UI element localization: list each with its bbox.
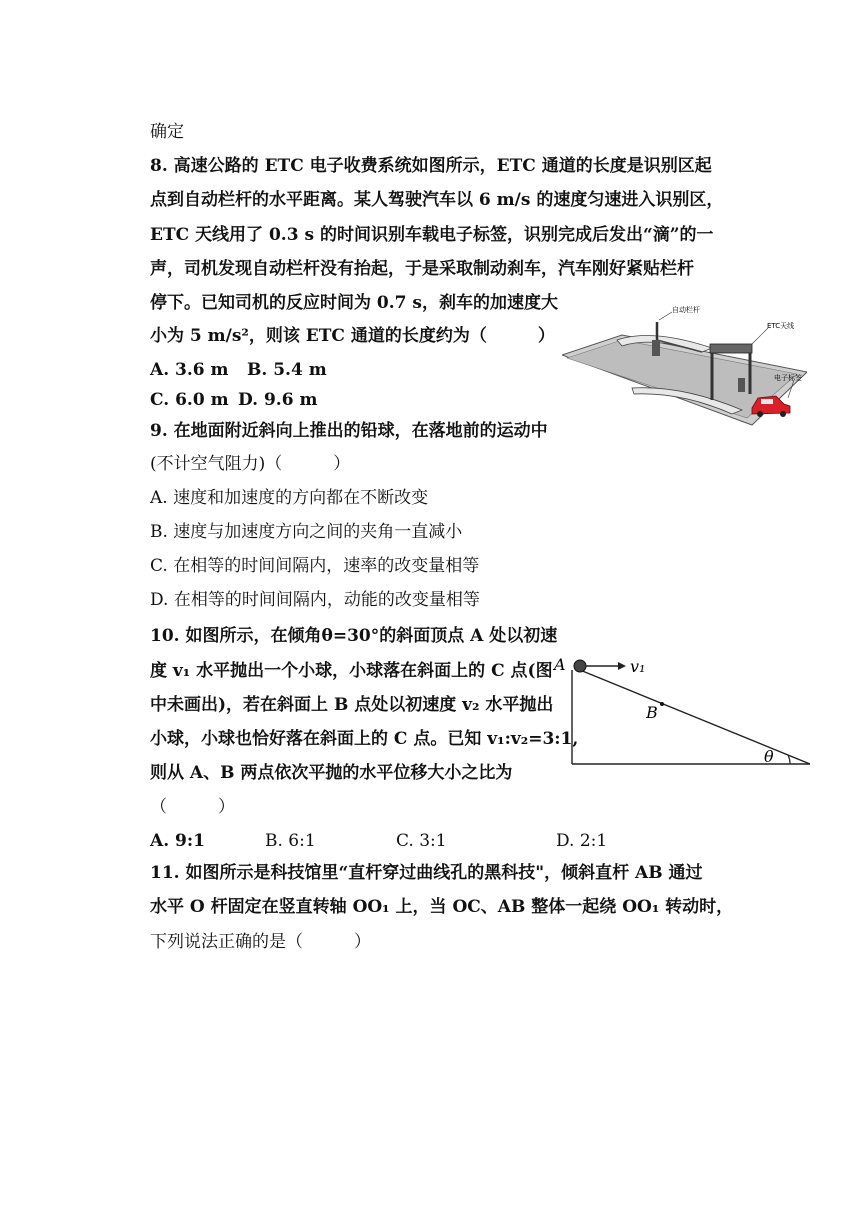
q8-option-d: D. 9.6 m (238, 390, 318, 410)
q9-line-1: 9. 在地面附近斜向上推出的铅球，在落地前的运动中 (150, 421, 548, 441)
etc-label-tag: 电子标签 (774, 374, 802, 382)
q10-line-1: 10. 如图所示，在倾角θ=30°的斜面顶点 A 处以初速 (150, 626, 558, 646)
q8-line-3: ETC 天线用了 0.3 s 的时间识别车载电子标签，识别完成后发出“滴”的一 (150, 225, 714, 245)
q11-line-2: 水平 O 杆固定在竖直转轴 OO₁ 上，当 OC、AB 整体一起绕 OO₁ 转动时， (150, 897, 734, 917)
q9-option-b: B. 速度与加速度方向之间的夹角一直减小 (150, 522, 463, 542)
incline-slope (580, 670, 810, 764)
q10-line-2: 度 v₁ 水平抛出一个小球，小球落在斜面上的 C 点(图 (150, 661, 553, 681)
ball (574, 660, 586, 672)
q11-line-3: 下列说法正确的是（ ） (150, 932, 371, 952)
q8-option-c: C. 6.0 m (150, 390, 229, 410)
q8-line-2: 点到自动栏杆的水平距离。某人驾驶汽车以 6 m/s 的速度匀速进入识别区， (150, 190, 724, 210)
point-b-dot (660, 702, 664, 706)
q9-line-2: (不计空气阻力)（ ） (150, 454, 351, 474)
q10-line-6: （ ） (150, 797, 235, 817)
q9-option-a: A. 速度和加速度的方向都在不断改变 (150, 488, 429, 508)
etc-label-antenna: ETC天线 (767, 322, 795, 330)
q10-option-a: A. 9:1 (150, 831, 205, 851)
q8-option-a: A. 3.6 m (150, 360, 229, 380)
q8-option-b: B. 5.4 m (247, 360, 327, 380)
q10-line-4: 小球，小球也恰好落在斜面上的 C 点。已知 v₁:v₂=3:1, (150, 729, 579, 749)
q10-option-d: D. 2:1 (556, 831, 608, 851)
label-v1: v₁ (630, 657, 646, 676)
label-a: A (554, 655, 566, 674)
red-car-icon (752, 396, 790, 417)
q10-line-3: 中未画出)，若在斜面上 B 点处以初速度 v₂ 水平抛出 (150, 695, 554, 715)
q8-line-1: 8. 高速公路的 ETC 电子收费系统如图所示，ETC 通道的长度是识别区起 (150, 156, 712, 176)
q8-line-6: 小为 5 m/s²，则该 ETC 通道的长度约为（ ） (150, 326, 555, 346)
q8-line-5: 停下。已知司机的反应时间为 0.7 s，刹车的加速度大 (150, 293, 558, 313)
q10-option-b: B. 6:1 (265, 831, 316, 851)
q11-line-1: 11. 如图所示是科技馆里“直杆穿过曲线孔的黑科技"，倾斜直杆 AB 通过 (150, 863, 703, 883)
q7-tail: 确定 (150, 122, 184, 142)
incline-figure (552, 652, 814, 770)
q8-line-4: 声，司机发现自动栏杆没有抬起，于是采取制动刹车，汽车刚好紧贴栏杆 (150, 259, 694, 279)
label-theta: θ (764, 747, 774, 766)
etc-label-barrier: 自动栏杆 (672, 306, 700, 314)
q9-option-d: D. 在相等的时间间隔内，动能的改变量相等 (150, 590, 480, 610)
etc-toll-figure (562, 300, 807, 430)
q9-option-c: C. 在相等的时间间隔内，速率的改变量相等 (150, 556, 480, 576)
q10-option-c: C. 3:1 (396, 831, 447, 851)
label-b: B (646, 703, 658, 722)
q10-line-5: 则从 A、B 两点依次平抛的水平位移大小之比为 (150, 763, 513, 783)
